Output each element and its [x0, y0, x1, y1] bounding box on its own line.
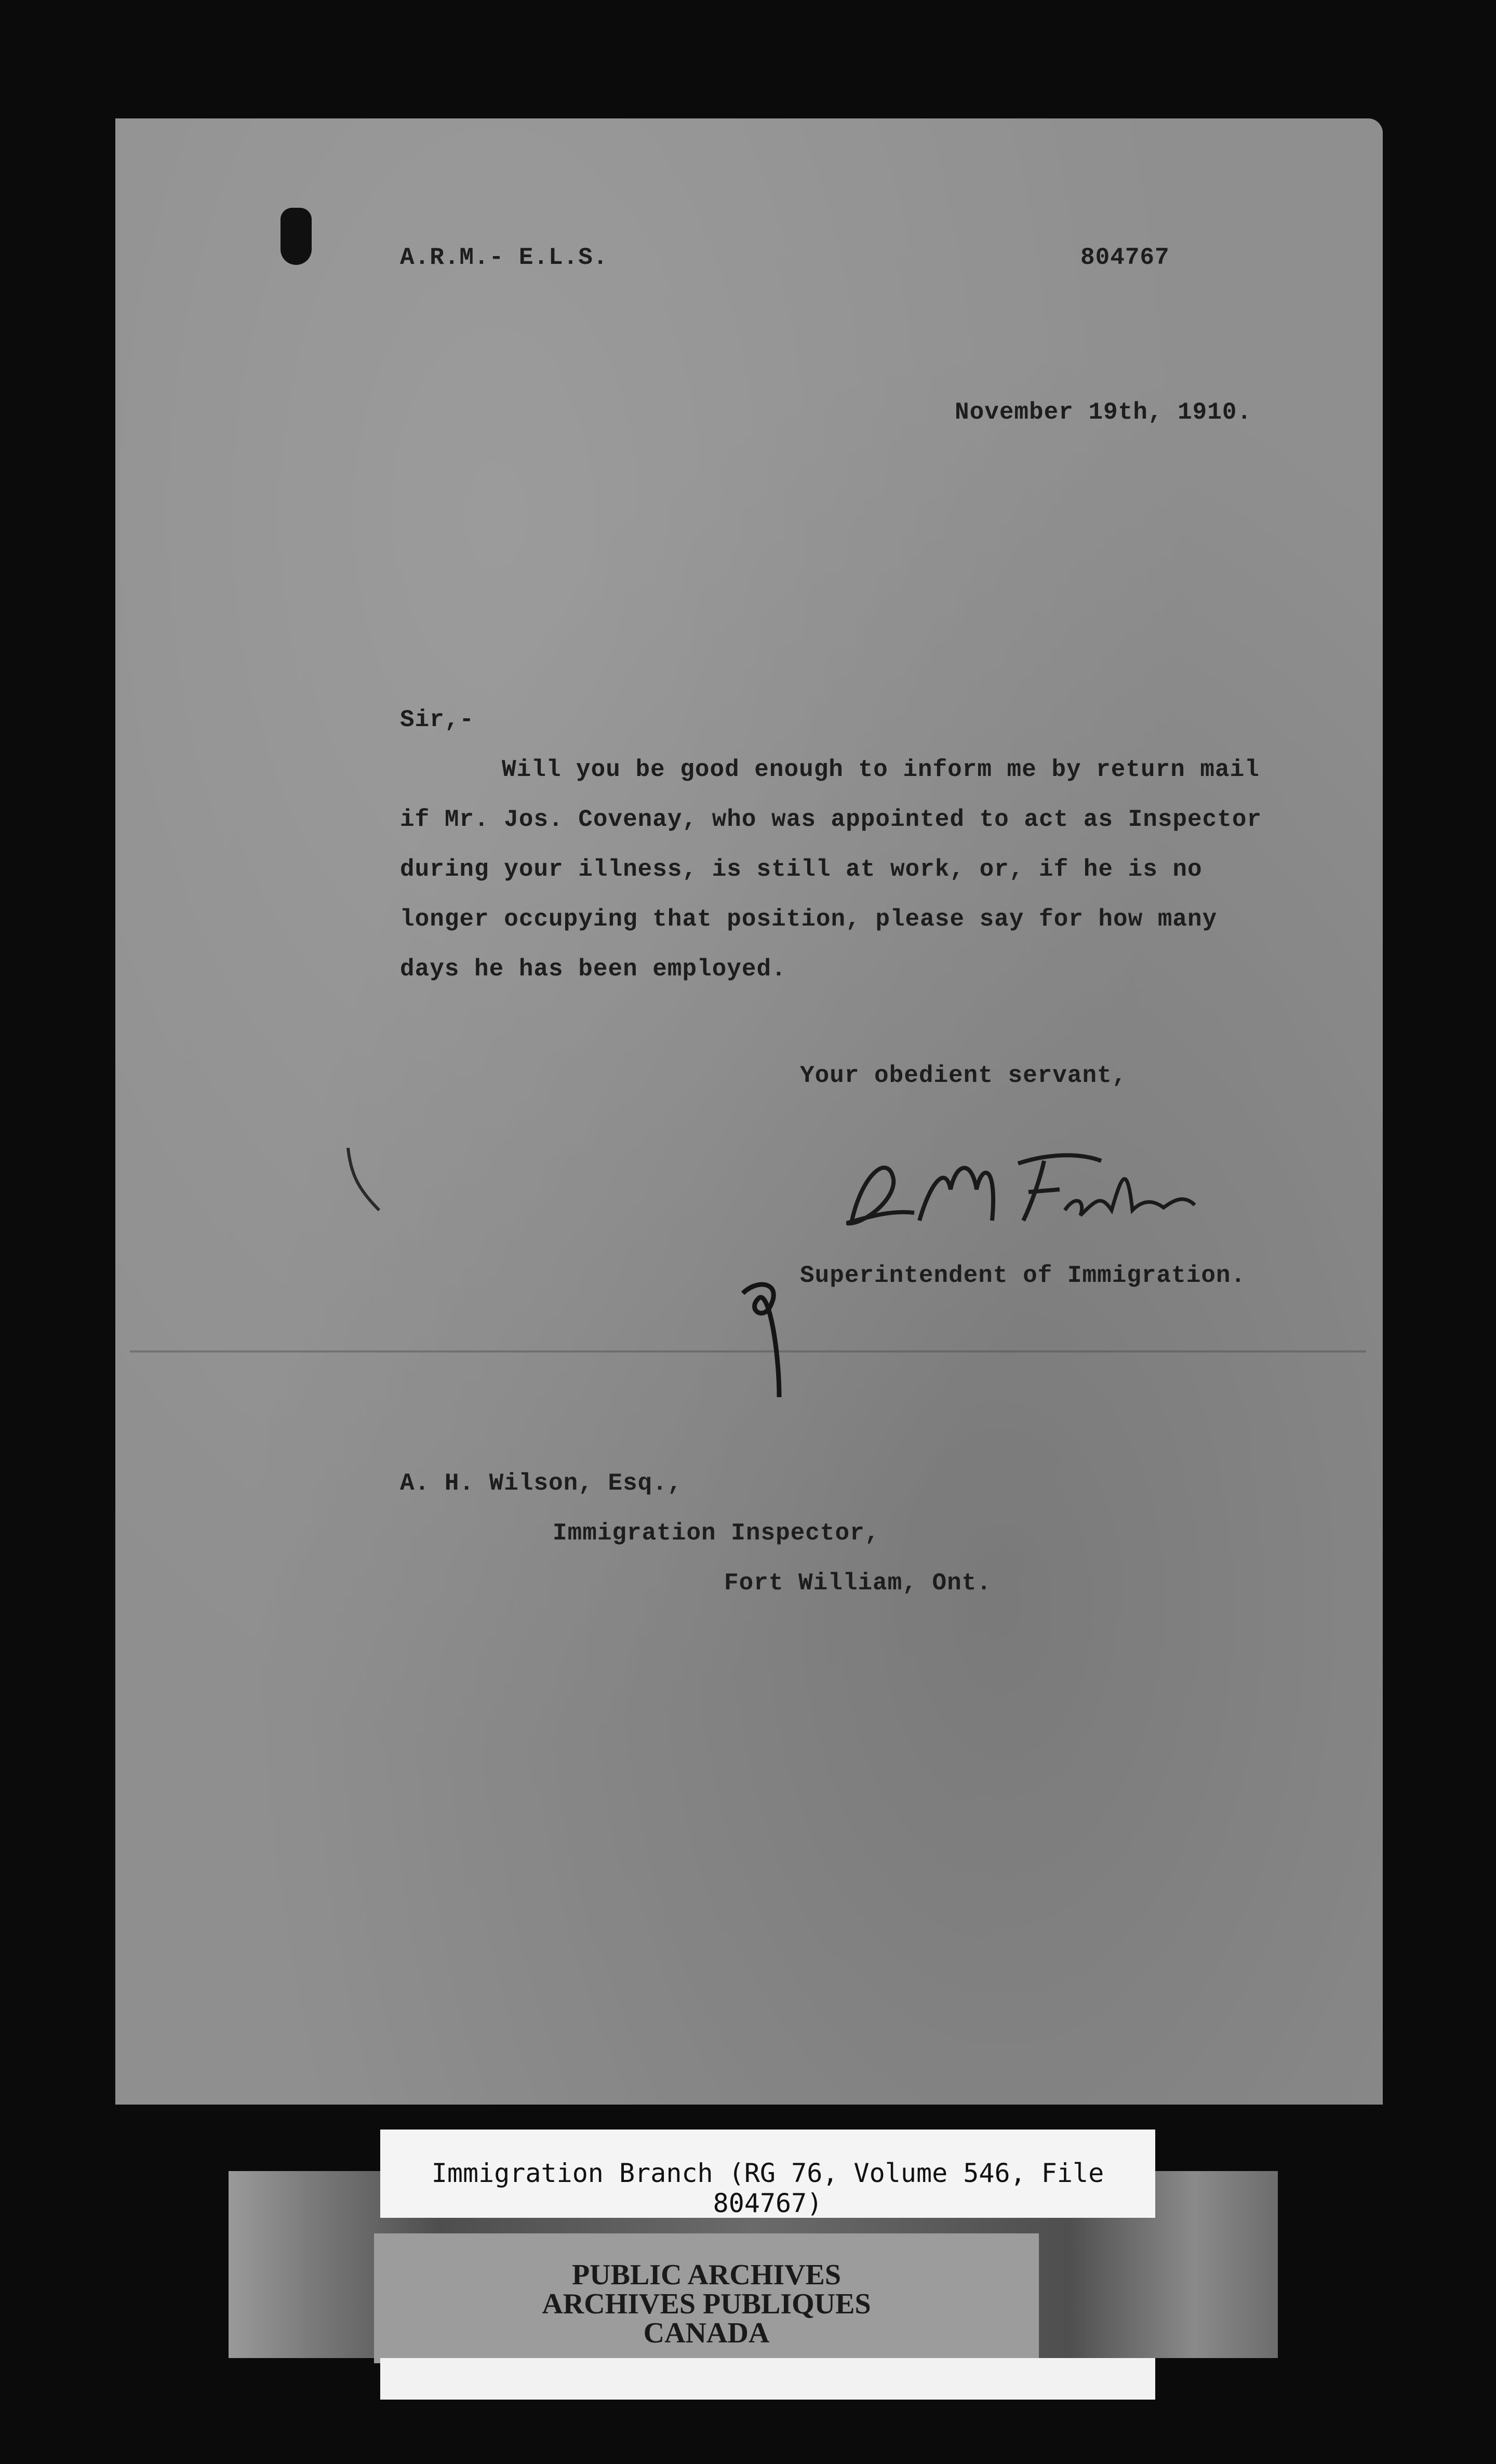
stamp-line-1: PUBLIC ARCHIVES	[571, 2259, 842, 2291]
body-line-5: days he has been employed.	[400, 956, 786, 983]
reference-initials: A.R.M.- E.L.S.	[400, 244, 608, 271]
pencil-mark	[343, 1143, 384, 1215]
handwritten-signature	[831, 1132, 1205, 1247]
recipient-location: Fort William, Ont.	[724, 1570, 992, 1597]
label-bottom-strip	[380, 2358, 1155, 2400]
body-line-2: if Mr. Jos. Covenay, who was appointed to act as Inspector	[400, 806, 1262, 833]
archive-caption-label	[380, 2130, 1155, 2218]
signer-title: Superintendent of Immigration.	[800, 1262, 1246, 1289]
pencil-check-mark	[738, 1278, 800, 1402]
stamp-line-2: ARCHIVES PUBLIQUES	[542, 2288, 871, 2320]
recipient-title: Immigration Inspector,	[553, 1520, 880, 1547]
body-line-3: during your illness, is still at work, or, if he is no	[400, 856, 1203, 883]
punch-hole	[280, 208, 312, 265]
recipient-name: A. H. Wilson, Esq.,	[400, 1470, 683, 1497]
body-line-4: longer occupying that position, please say for how many	[400, 906, 1218, 933]
stamp-line-3: CANADA	[643, 2317, 770, 2349]
letter-date: November 19th, 1910.	[955, 399, 1252, 426]
archive-caption: Immigration Branch (RG 76, Volume 546, File 804767)	[431, 2158, 1104, 2218]
closing: Your obedient servant,	[800, 1062, 1127, 1089]
body-line-1: Will you be good enough to inform me by return mail	[502, 756, 1260, 783]
salutation: Sir,-	[400, 706, 475, 733]
file-number: 804767	[1080, 244, 1170, 271]
archive-stamp	[374, 2233, 1039, 2363]
